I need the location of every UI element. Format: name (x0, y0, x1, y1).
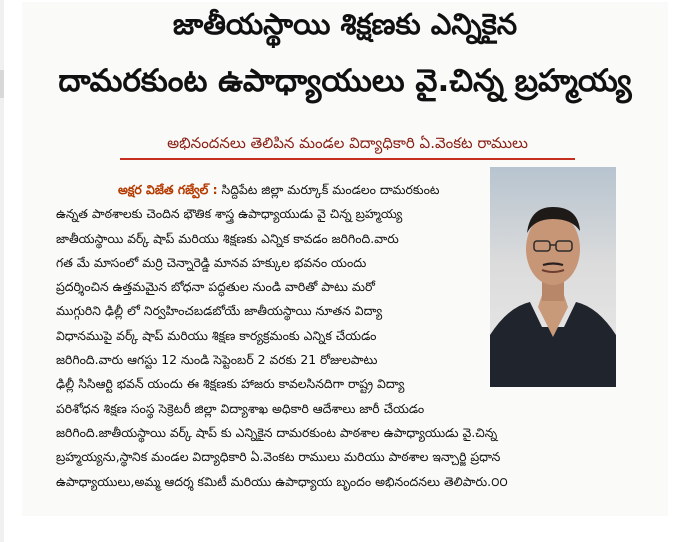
subheadline: అభినందనలు తెలిపిన మండల విద్యాధికారి ఏ.వెంకట రాములు (167, 134, 528, 152)
article-line: బ్రహ్మయ్యను,స్థానిక మండల విద్యాధికారి ఏ.వెంకట రాములు మరియు పాఠశాల ఇన్చార్జి ప్రధాన (56, 449, 501, 465)
page-edge (0, 0, 4, 542)
byline: అక్షర విజేత గజ్వేల్ : (118, 182, 218, 197)
article-line: ప్రదర్శించిన ఉత్తమమైన బోధనా పద్ధతుల నుండి వారితో పాటు మరో (56, 279, 375, 295)
article-line: విధానముపై వర్క్ షాప్ మరియు శిక్షణ కార్యక్రమంకు ఎన్నిక చేయడం (56, 327, 377, 343)
article-line: గత మే మాసంలో మర్రి చెన్నారెడ్డి మానవ హక్కుల భవనం యందు (56, 254, 367, 270)
article-body (56, 178, 636, 494)
article-line: జరిగింది.వారు ఆగస్టు 12 నుండి సెప్టెంబర్ 2 వరకు 21 రోజులపాటు (56, 352, 378, 368)
article-line (56, 178, 488, 202)
headline-line-1: జాతీయస్థాయి శిక్షణకు ఎన్నికైన (172, 7, 518, 41)
article-line: ఢిల్లీ సిసిఆర్టి భవన్ యందు ఈ శిక్షణకు హాజరు కావలసినదిగా రాష్ట్ర విద్యా (56, 376, 405, 392)
article-line: జాతీయస్థాయి వర్క్ షాప్ మరియు శిక్షణకు ఎన్నిక కావడం జరిగింది.వారు (56, 230, 399, 246)
article-line: ఉపాధ్యాయులు,అమ్మ ఆదర్శ కమిటీ మరియు ఉపాధ్యాయ బృందం అభినందనలు తెలిపారు.౦౦ (56, 473, 508, 489)
subheadline-rule (120, 158, 575, 160)
article-line: ఉన్నత పాఠశాలకు చెందిన భౌతిక శాస్త్ర ఉపాధ్యాయుడు వై చిన్న బ్రహ్మయ్య (56, 206, 403, 222)
article-line: పరిశోధన శిక్షణ సంస్థ సెక్రెటరీ జిల్లా విద్యాశాఖ అధికారి ఆదేశాలు జారీ చేయడం (56, 400, 425, 416)
headline-line-2: దామరకుంట ఉపాధ్యాయులు వై.చిన్న బ్రహ్మయ్య (58, 63, 632, 99)
article-line-text: సిద్దిపేట జిల్లా మర్కూక్ మండలం దామరకుంట (221, 182, 440, 197)
article-line: జరిగింది.జాతీయస్థాయి వర్క్ షాప్ కు ఎన్నికైన దామరకుంట పాఠశాల ఉపాధ్యాయుడు వై.చిన్న (56, 424, 498, 440)
article-line: ముగ్గురిని ఢిల్లీ లో నిర్వహించబడబోయే జాతీయస్థాయి నూతన విద్యా (56, 303, 383, 319)
